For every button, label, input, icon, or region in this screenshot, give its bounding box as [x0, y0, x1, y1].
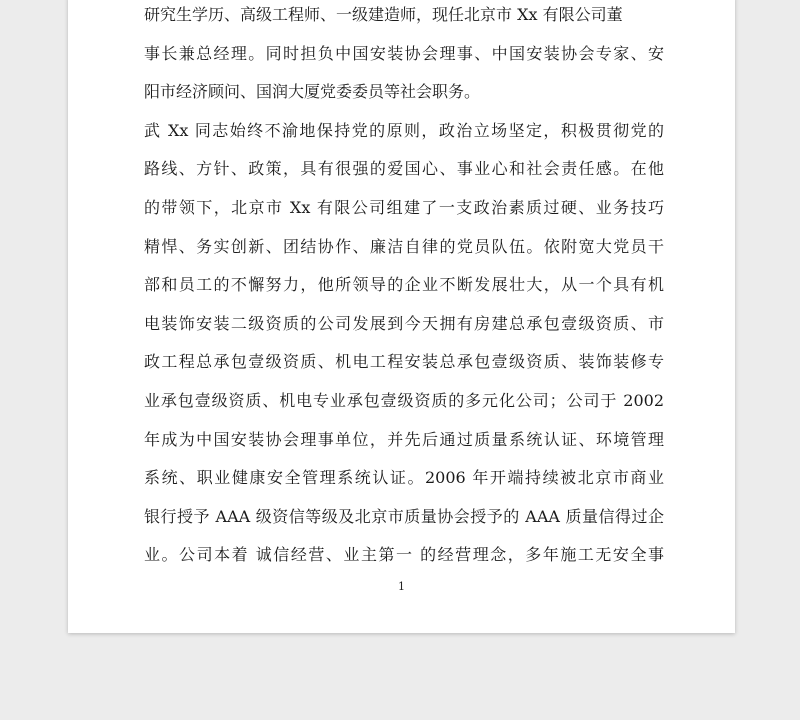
text-line: 系统、职业健康安全管理系统认证。2006 年开端持续被北京市商业 [144, 468, 664, 488]
text-line: 业承包壹级资质、机电专业承包壹级资质的多元化公司；公司于 2002 [144, 390, 664, 410]
text-line: 路线、方针、政策，具有很强的爱国心、事业心和社会责任感。在他 [144, 159, 664, 179]
text-line: 武 Xx 同志始终不渝地保持党的原则，政治立场坚定，积极贯彻党的 [144, 120, 664, 140]
text-line: 政工程总承包壹级资质、机电工程安装总承包壹级资质、装饰装修专 [144, 352, 664, 372]
text-line: 研究生学历、高级工程师、一级建造师，现任北京市 Xx 有限公司董 [144, 5, 623, 24]
page-number: 1 [398, 580, 405, 593]
text-line: 部和员工的不懈努力，他所领导的企业不断发展壮大，从一个具有机 [144, 275, 664, 295]
text-line: 的带领下，北京市 Xx 有限公司组建了一支政治素质过硬、业务技巧 [144, 197, 664, 217]
document-page [68, 0, 735, 633]
text-line: 银行授予 AAA 级资信等级及北京市质量协会授予的 AAA 质量信得过企 [144, 506, 664, 526]
page-body-text [144, 0, 664, 575]
text-line: 事长兼总经理。同时担负中国安装协会理事、中国安装协会专家、安 [144, 43, 664, 63]
text-line: 电装饰安装二级资质的公司发展到今天拥有房建总承包壹级资质、市 [144, 313, 664, 333]
text-line: 年成为中国安装协会理事单位，并先后通过质量系统认证、环境管理 [144, 429, 664, 449]
text-line: 阳市经济顾问、国润大厦党委委员等社会职务。 [144, 82, 481, 102]
text-line: 业。公司本着 诚信经营、业主第一 的经营理念，多年施工无安全事 [144, 545, 664, 565]
text-line: 精悍、务实创新、团结协作、廉洁自律的党员队伍。依附宽大党员干 [144, 236, 664, 256]
